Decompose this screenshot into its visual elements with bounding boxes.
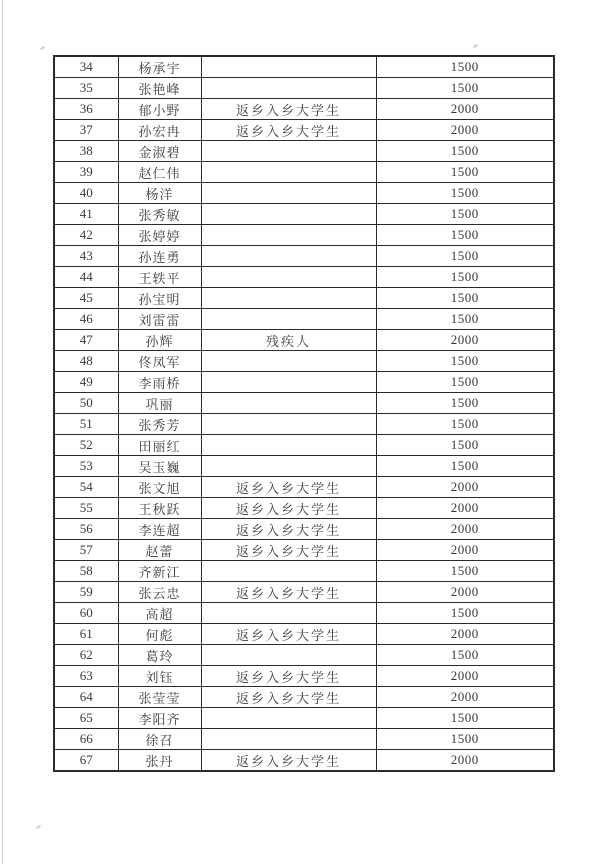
page-scan-edge-line bbox=[2, 0, 3, 864]
row-number-cell: 50 bbox=[54, 393, 118, 414]
category-cell bbox=[201, 225, 376, 246]
table-row bbox=[54, 99, 554, 120]
table-row bbox=[54, 414, 554, 435]
amount-cell: 2000 bbox=[376, 120, 554, 141]
name-cell: 田丽红 bbox=[118, 435, 201, 456]
amount-cell: 1500 bbox=[376, 393, 554, 414]
name-cell: 张秀敏 bbox=[118, 204, 201, 225]
row-number-cell: 49 bbox=[54, 372, 118, 393]
table-row bbox=[54, 456, 554, 477]
category-cell bbox=[201, 246, 376, 267]
table-row bbox=[54, 204, 554, 225]
category-cell bbox=[201, 603, 376, 624]
amount-cell: 1500 bbox=[376, 603, 554, 624]
name-cell: 张文旭 bbox=[118, 477, 201, 498]
amount-cell: 1500 bbox=[376, 309, 554, 330]
amount-cell: 1500 bbox=[376, 183, 554, 204]
subsidy-roster-table bbox=[53, 55, 555, 772]
name-cell: 李连超 bbox=[118, 519, 201, 540]
row-number-cell: 53 bbox=[54, 456, 118, 477]
name-cell: 王秋跃 bbox=[118, 498, 201, 519]
category-cell: 返乡入乡大学生 bbox=[201, 540, 376, 561]
name-cell: 高超 bbox=[118, 603, 201, 624]
category-cell bbox=[201, 78, 376, 99]
table-row bbox=[54, 141, 554, 162]
category-cell: 返乡入乡大学生 bbox=[201, 519, 376, 540]
row-number-cell: 43 bbox=[54, 246, 118, 267]
name-cell: 巩丽 bbox=[118, 393, 201, 414]
row-number-cell: 36 bbox=[54, 99, 118, 120]
row-number-cell: 56 bbox=[54, 519, 118, 540]
name-cell: 葛玲 bbox=[118, 645, 201, 666]
category-cell bbox=[201, 414, 376, 435]
amount-cell: 1500 bbox=[376, 414, 554, 435]
amount-cell: 1500 bbox=[376, 267, 554, 288]
table-row bbox=[54, 183, 554, 204]
category-cell bbox=[201, 435, 376, 456]
amount-cell: 1500 bbox=[376, 372, 554, 393]
row-number-cell: 46 bbox=[54, 309, 118, 330]
row-number-cell: 47 bbox=[54, 330, 118, 351]
name-cell: 孙连勇 bbox=[118, 246, 201, 267]
table-row bbox=[54, 561, 554, 582]
row-number-cell: 60 bbox=[54, 603, 118, 624]
category-cell bbox=[201, 183, 376, 204]
row-number-cell: 34 bbox=[54, 56, 118, 78]
row-number-cell: 52 bbox=[54, 435, 118, 456]
table-row bbox=[54, 540, 554, 561]
table-row bbox=[54, 708, 554, 729]
row-number-cell: 63 bbox=[54, 666, 118, 687]
table-row bbox=[54, 372, 554, 393]
amount-cell: 2000 bbox=[376, 498, 554, 519]
row-number-cell: 58 bbox=[54, 561, 118, 582]
amount-cell: 1500 bbox=[376, 141, 554, 162]
name-cell: 张云忠 bbox=[118, 582, 201, 603]
table-row bbox=[54, 498, 554, 519]
category-cell bbox=[201, 204, 376, 225]
amount-cell: 1500 bbox=[376, 561, 554, 582]
category-cell bbox=[201, 729, 376, 750]
category-cell: 返乡入乡大学生 bbox=[201, 624, 376, 645]
amount-cell: 1500 bbox=[376, 78, 554, 99]
row-number-cell: 41 bbox=[54, 204, 118, 225]
name-cell: 金淑碧 bbox=[118, 141, 201, 162]
name-cell: 李雨桥 bbox=[118, 372, 201, 393]
row-number-cell: 37 bbox=[54, 120, 118, 141]
row-number-cell: 48 bbox=[54, 351, 118, 372]
table-row bbox=[54, 729, 554, 750]
row-number-cell: 66 bbox=[54, 729, 118, 750]
scan-artifact-speck bbox=[473, 44, 478, 49]
category-cell bbox=[201, 372, 376, 393]
category-cell bbox=[201, 309, 376, 330]
amount-cell: 1500 bbox=[376, 645, 554, 666]
table-row bbox=[54, 120, 554, 141]
table-row bbox=[54, 435, 554, 456]
name-cell: 张婷婷 bbox=[118, 225, 201, 246]
amount-cell: 1500 bbox=[376, 729, 554, 750]
name-cell: 赵蕾 bbox=[118, 540, 201, 561]
name-cell: 何彪 bbox=[118, 624, 201, 645]
category-cell bbox=[201, 708, 376, 729]
name-cell: 孙宝明 bbox=[118, 288, 201, 309]
table-row bbox=[54, 288, 554, 309]
amount-cell: 1500 bbox=[376, 204, 554, 225]
name-cell: 赵仁伟 bbox=[118, 162, 201, 183]
amount-cell: 2000 bbox=[376, 540, 554, 561]
row-number-cell: 51 bbox=[54, 414, 118, 435]
name-cell: 刘雷雷 bbox=[118, 309, 201, 330]
amount-cell: 2000 bbox=[376, 99, 554, 120]
table-row bbox=[54, 624, 554, 645]
amount-cell: 2000 bbox=[376, 519, 554, 540]
name-cell: 张秀芳 bbox=[118, 414, 201, 435]
category-cell bbox=[201, 393, 376, 414]
table-row bbox=[54, 393, 554, 414]
name-cell: 郁小野 bbox=[118, 99, 201, 120]
table-row bbox=[54, 687, 554, 708]
name-cell: 孙辉 bbox=[118, 330, 201, 351]
category-cell bbox=[201, 351, 376, 372]
scan-artifact-speck bbox=[40, 46, 45, 51]
category-cell bbox=[201, 141, 376, 162]
category-cell: 返乡入乡大学生 bbox=[201, 120, 376, 141]
category-cell: 残疾人 bbox=[201, 330, 376, 351]
amount-cell: 1500 bbox=[376, 56, 554, 78]
table-row bbox=[54, 246, 554, 267]
amount-cell: 2000 bbox=[376, 477, 554, 498]
table-row bbox=[54, 519, 554, 540]
table-row bbox=[54, 351, 554, 372]
category-cell: 返乡入乡大学生 bbox=[201, 687, 376, 708]
name-cell: 刘钰 bbox=[118, 666, 201, 687]
row-number-cell: 55 bbox=[54, 498, 118, 519]
scan-artifact-speck bbox=[36, 825, 41, 830]
table-row bbox=[54, 666, 554, 687]
row-number-cell: 42 bbox=[54, 225, 118, 246]
name-cell: 佟凤军 bbox=[118, 351, 201, 372]
name-cell: 吴玉巍 bbox=[118, 456, 201, 477]
table-row bbox=[54, 330, 554, 351]
table-row bbox=[54, 56, 554, 78]
table-row bbox=[54, 603, 554, 624]
row-number-cell: 35 bbox=[54, 78, 118, 99]
name-cell: 张莹莹 bbox=[118, 687, 201, 708]
name-cell: 王轶平 bbox=[118, 267, 201, 288]
amount-cell: 2000 bbox=[376, 750, 554, 772]
name-cell: 杨洋 bbox=[118, 183, 201, 204]
row-number-cell: 40 bbox=[54, 183, 118, 204]
name-cell: 杨承宇 bbox=[118, 56, 201, 78]
table-row bbox=[54, 78, 554, 99]
name-cell: 张艳峰 bbox=[118, 78, 201, 99]
name-cell: 徐召 bbox=[118, 729, 201, 750]
amount-cell: 1500 bbox=[376, 162, 554, 183]
row-number-cell: 54 bbox=[54, 477, 118, 498]
row-number-cell: 57 bbox=[54, 540, 118, 561]
table-row bbox=[54, 645, 554, 666]
row-number-cell: 39 bbox=[54, 162, 118, 183]
category-cell: 返乡入乡大学生 bbox=[201, 750, 376, 772]
table-row bbox=[54, 225, 554, 246]
category-cell: 返乡入乡大学生 bbox=[201, 666, 376, 687]
category-cell bbox=[201, 288, 376, 309]
row-number-cell: 62 bbox=[54, 645, 118, 666]
row-number-cell: 59 bbox=[54, 582, 118, 603]
category-cell bbox=[201, 162, 376, 183]
row-number-cell: 67 bbox=[54, 750, 118, 772]
amount-cell: 1500 bbox=[376, 435, 554, 456]
amount-cell: 2000 bbox=[376, 624, 554, 645]
row-number-cell: 64 bbox=[54, 687, 118, 708]
table-row bbox=[54, 162, 554, 183]
amount-cell: 2000 bbox=[376, 582, 554, 603]
name-cell: 李阳齐 bbox=[118, 708, 201, 729]
amount-cell: 1500 bbox=[376, 288, 554, 309]
table-row bbox=[54, 309, 554, 330]
name-cell: 孙宏冉 bbox=[118, 120, 201, 141]
row-number-cell: 45 bbox=[54, 288, 118, 309]
amount-cell: 2000 bbox=[376, 666, 554, 687]
row-number-cell: 61 bbox=[54, 624, 118, 645]
amount-cell: 2000 bbox=[376, 330, 554, 351]
amount-cell: 1500 bbox=[376, 246, 554, 267]
amount-cell: 1500 bbox=[376, 456, 554, 477]
amount-cell: 1500 bbox=[376, 225, 554, 246]
category-cell bbox=[201, 645, 376, 666]
amount-cell: 1500 bbox=[376, 708, 554, 729]
table-row bbox=[54, 750, 554, 772]
category-cell: 返乡入乡大学生 bbox=[201, 582, 376, 603]
category-cell: 返乡入乡大学生 bbox=[201, 99, 376, 120]
name-cell: 齐新江 bbox=[118, 561, 201, 582]
name-cell: 张丹 bbox=[118, 750, 201, 772]
category-cell: 返乡入乡大学生 bbox=[201, 498, 376, 519]
category-cell: 返乡入乡大学生 bbox=[201, 477, 376, 498]
table-row bbox=[54, 582, 554, 603]
row-number-cell: 44 bbox=[54, 267, 118, 288]
table-row bbox=[54, 267, 554, 288]
category-cell bbox=[201, 456, 376, 477]
table-row bbox=[54, 477, 554, 498]
category-cell bbox=[201, 561, 376, 582]
row-number-cell: 65 bbox=[54, 708, 118, 729]
subsidy-table-body bbox=[54, 56, 554, 771]
row-number-cell: 38 bbox=[54, 141, 118, 162]
amount-cell: 2000 bbox=[376, 687, 554, 708]
amount-cell: 1500 bbox=[376, 351, 554, 372]
category-cell bbox=[201, 267, 376, 288]
category-cell bbox=[201, 56, 376, 78]
